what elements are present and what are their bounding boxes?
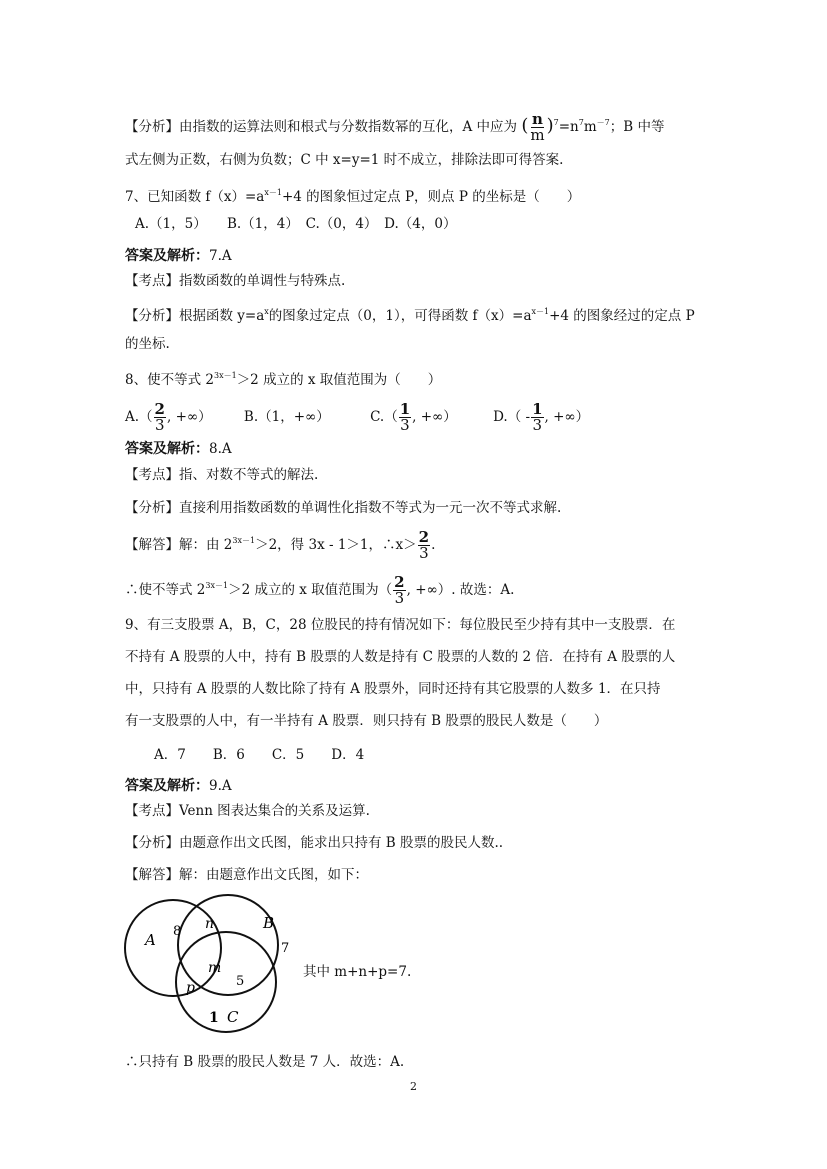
q6-rhs-m: m <box>583 119 597 135</box>
q9-stem-line4: 有一支股票的人中，有一半持有 A 股票．则只持有 B 股票的股民人数是（ ） <box>125 713 608 729</box>
venn-label-b: B <box>263 914 275 932</box>
answer-label: 答案及解析： <box>125 441 209 457</box>
q8-fenxi: 【分析】直接利用指数函数的单调性化指数不等式为一元一次不等式求解. <box>125 500 562 516</box>
q8-opt-d-frac <box>531 402 543 433</box>
paren-right: ) <box>546 115 554 136</box>
q9-kaodian: 【考点】Venn 图表达集合的关系及运算. <box>125 803 370 819</box>
q8-concl-frac <box>393 575 405 606</box>
answer-value: 9.A <box>209 778 232 794</box>
venn-val-5: 5 <box>236 974 245 989</box>
q7-fenxi-line1 <box>125 302 695 326</box>
q6-fraction-den: m <box>530 126 545 144</box>
answer-label: 答案及解析： <box>125 778 209 794</box>
venn-val-n: n <box>205 916 215 932</box>
q7-fenxi-c: +4 的图象经过的定点 P <box>549 308 695 324</box>
q7-stem-a: 7、已知函数 f（x）=a <box>125 189 265 205</box>
q8-opt-d-label: D.（ - <box>493 409 531 425</box>
q7-kaodian: 【考点】指数函数的单调性与特殊点. <box>125 273 346 289</box>
venn-val-m: m <box>208 960 222 976</box>
q8-options <box>125 402 589 433</box>
q8-concl-b: ＞2 成立的 x 取值范围为（ <box>228 582 393 598</box>
q8-stem <box>125 366 441 390</box>
venn-val-a: 8 <box>173 924 182 939</box>
q7-stem-b: +4 的图象恒过定点 P，则点 P 的坐标是（ ） <box>281 189 581 205</box>
q8-concl-den: 3 <box>394 589 405 607</box>
q8-opt-a-den: 3 <box>154 416 165 434</box>
q6-analysis-line1 <box>125 112 664 143</box>
q8-opt-c-den: 3 <box>400 416 410 434</box>
q9-jieda: 【解答】解：由题意作出文氏图，如下： <box>125 867 368 883</box>
q7-options: A.（1，5） B.（1，4） C.（0，4） D.（4，0） <box>135 216 457 232</box>
q8-opt-a-frac <box>154 402 166 433</box>
q6-rhs-exp1: 7 <box>578 118 584 127</box>
q7-fenxi-line2: 的坐标. <box>125 336 170 352</box>
q6-rhs-exp2: －7 <box>596 118 610 127</box>
q9-fenxi: 【分析】由题意作出文氏图，能求出只持有 B 股票的股民人数.. <box>125 835 504 851</box>
q8-jieda-b: ＞2，得 3x - 1＞1，∴x＞ <box>255 537 417 553</box>
venn-label-c: C <box>227 1008 239 1026</box>
venn-diagram <box>123 890 303 1050</box>
q8-opt-b: B.（1，+∞） <box>243 409 330 425</box>
q8-jieda-num: 2 <box>418 528 430 546</box>
q9-conclusion: ∴只持有 B 股票的股民人数是 7 人．故选：A. <box>125 1054 405 1070</box>
q8-opt-d-num: 1 <box>532 400 543 418</box>
q6-analysis-line2: 式左侧为正数，右侧为负数；C 中 x=y=1 时不成立，排除法即可得答案. <box>125 152 564 168</box>
q8-answer <box>125 439 232 459</box>
q6-analysis-text: 【分析】由指数的运算法则和根式与分数指数幂的互化，A 中应为 <box>125 119 518 135</box>
q9-answer <box>125 776 232 796</box>
q8-opt-c-label: C.（ <box>370 409 398 425</box>
venn-val-b: 7 <box>281 941 290 956</box>
q6-rhs: =n <box>558 119 579 135</box>
q7-fenxi-exp2: x－1 <box>531 307 550 316</box>
q7-fenxi-b: 的图象过定点（0，1），可得函数 f（x）=a <box>268 308 532 324</box>
q8-stem-a: 8、使不等式 2 <box>125 372 214 388</box>
q6-analysis-tail: ；B 中等 <box>609 119 665 135</box>
q9-stem-line3: 中，只持有 A 股票的人数比除了持有 A 股票外，同时还持有其它股票的人数多 1．在只持 <box>125 681 661 697</box>
q8-jieda-a: 【解答】解：由 2 <box>125 537 233 553</box>
q6-exp: 7 <box>553 118 559 127</box>
q8-jieda-frac <box>418 530 430 561</box>
venn-caption: 其中 m+n+p=7. <box>303 964 412 980</box>
q8-opt-d-tail: , +∞） <box>544 409 590 425</box>
q8-concl-num: 2 <box>394 573 405 591</box>
q7-stem-exp: x－1 <box>264 188 282 197</box>
q7-fenxi-exp1: x <box>264 307 269 316</box>
q7-fenxi-a: 【分析】根据函数 y=a <box>125 308 265 324</box>
q6-fraction <box>529 112 545 143</box>
q8-jieda <box>125 530 435 561</box>
answer-label: 答案及解析： <box>125 248 209 264</box>
paren-left: ( <box>521 115 529 136</box>
q8-stem-exp: 3x－1 <box>213 371 237 380</box>
q8-jieda-exp: 3x－1 <box>232 536 256 545</box>
q8-opt-a-num: 2 <box>154 400 165 418</box>
q7-stem <box>125 183 580 207</box>
q8-opt-a-tail: , +∞） <box>166 409 212 425</box>
q8-opt-c-frac <box>399 402 411 433</box>
q8-concl-a: ∴使不等式 2 <box>125 582 206 598</box>
q8-concl-c: , +∞）. 故选：A. <box>406 582 515 598</box>
q9-stem-line2: 不持有 A 股票的人中，持有 B 股票的人数是持有 C 股票的人数的 2 倍．在持有 A 股票的人 <box>125 649 676 665</box>
venn-val-c: 1 <box>209 1010 219 1026</box>
page-number: 2 <box>410 1080 417 1093</box>
q8-opt-c-num: 1 <box>399 400 411 418</box>
answer-value: 8.A <box>209 441 232 457</box>
venn-label-a: A <box>145 931 156 949</box>
q8-jieda-den: 3 <box>419 544 429 562</box>
q9-options: A．7 B．6 C．5 D．4 <box>154 747 365 763</box>
q8-opt-a-label: A.（ <box>125 409 153 425</box>
venn-circle-a <box>125 900 221 996</box>
q8-opt-c-tail: , +∞） <box>412 409 457 425</box>
q8-conclusion <box>125 575 514 606</box>
q8-stem-b: ＞2 成立的 x 取值范围为（ ） <box>236 372 442 388</box>
q8-kaodian: 【考点】指、对数不等式的解法. <box>125 467 319 483</box>
q7-answer <box>125 246 232 266</box>
venn-val-p: p <box>186 980 195 996</box>
q8-jieda-end: . <box>431 537 436 553</box>
q8-concl-exp: 3x－1 <box>205 581 229 590</box>
answer-value: 7.A <box>209 248 232 264</box>
q9-stem-line1: 9、有三支股票 A，B，C，28 位股民的持有情况如下：每位股民至少持有其中一支股票．在 <box>125 617 676 633</box>
q8-opt-d-den: 3 <box>532 416 543 434</box>
q6-fraction-num: n <box>532 110 543 128</box>
